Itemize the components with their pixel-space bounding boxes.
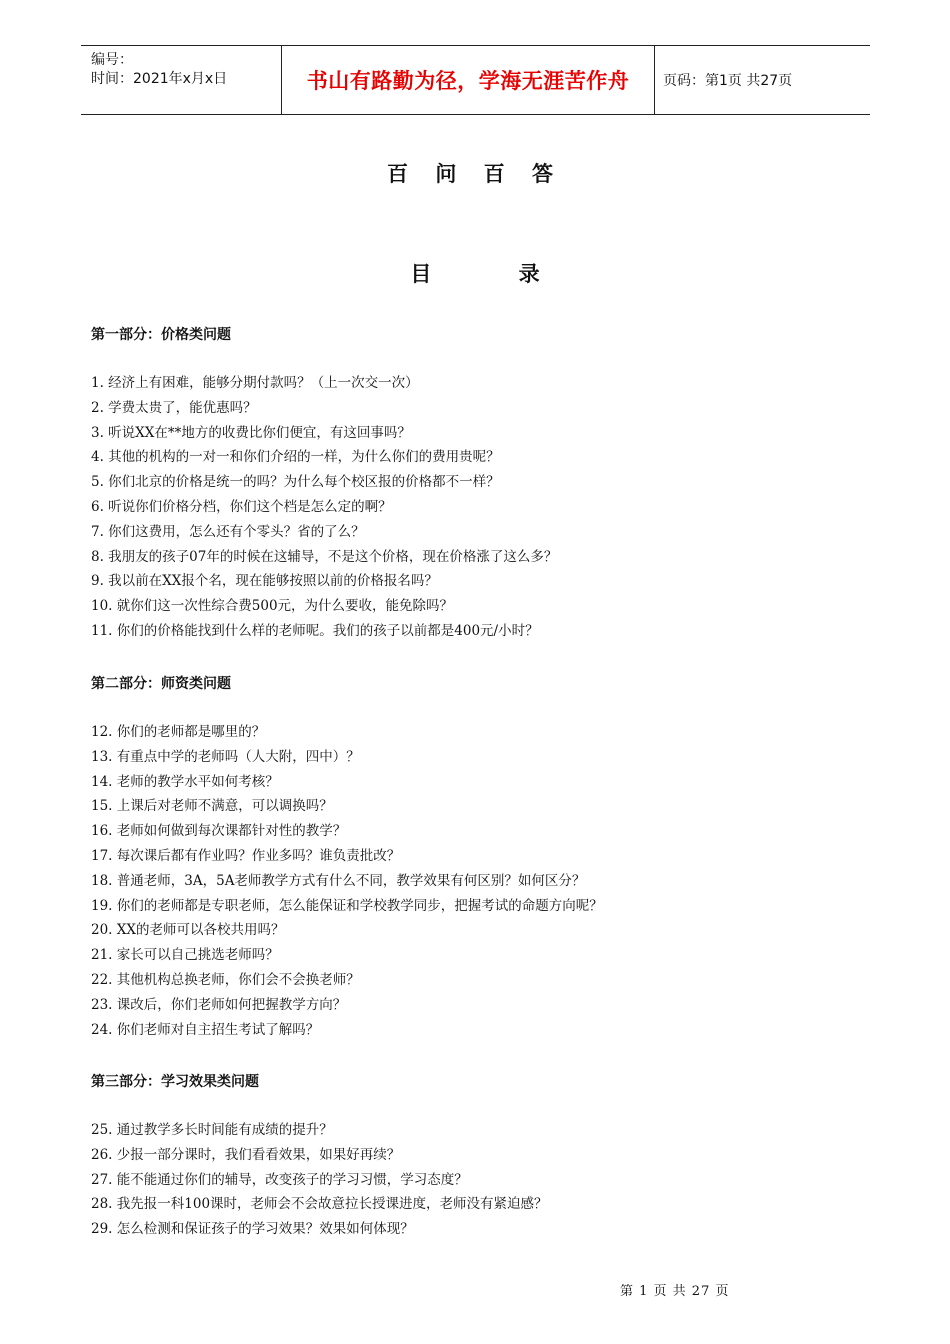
list-item: 9. 我以前在XX报个名，现在能够按照以前的价格报名吗？ bbox=[91, 573, 438, 590]
list-item: 25. 通过教学多长时间能有成绩的提升？ bbox=[91, 1122, 333, 1138]
list-item: 12. 你们的老师都是哪里的？ bbox=[91, 724, 266, 740]
list-item: 27. 能不能通过你们的辅导，改变孩子的学习习惯，学习态度？ bbox=[91, 1171, 468, 1188]
list-item: 21. 家长可以自己挑选老师吗？ bbox=[91, 947, 279, 964]
list-item: 7. 你们这费用，怎么还有个零头？省的了么？ bbox=[91, 523, 365, 540]
header-motto: 书山有路勤为径，学海无涯苦作舟 bbox=[306, 68, 630, 93]
time-label: 时间：2021年x月x日 bbox=[91, 71, 228, 87]
list-item: 6. 听说你们价格分档，你们这个档是怎么定的啊？ bbox=[91, 498, 392, 515]
list-item: 20. XX的老师可以各校共用吗？ bbox=[91, 922, 285, 939]
list-item: 15. 上课后对老师不满意，可以调换吗？ bbox=[91, 798, 333, 815]
list-item: 23. 课改后，你们老师如何把握教学方向？ bbox=[91, 996, 347, 1013]
list-item: 1. 经济上有困难，能够分期付款吗？（上一次交一次） bbox=[91, 375, 419, 391]
header-page-info: 页码：第1页 共27页 bbox=[663, 73, 793, 89]
list-item: 13. 有重点中学的老师吗（人大附，四中）？ bbox=[91, 748, 360, 765]
list-item: 26. 少报一部分课时，我们看看效果，如果好再续？ bbox=[91, 1146, 401, 1163]
list-item: 2. 学费太贵了，能优惠吗？ bbox=[91, 399, 257, 416]
section-heading-price: 第一部分：价格类问题 bbox=[91, 327, 231, 343]
list-item: 28. 我先报一科100课时，老师会不会故意拉长授课进度，老师没有紧迫感？ bbox=[91, 1196, 548, 1213]
header-divider bbox=[654, 46, 655, 114]
list-item: 24. 你们老师对自主招生考试了解吗？ bbox=[91, 1021, 320, 1038]
list-item: 4. 其他的机构的一对一和你们介绍的一样，为什么你们的费用贵呢？ bbox=[91, 449, 500, 466]
page-header bbox=[81, 45, 870, 115]
list-item: 3. 听说XX在**地方的收费比你们便宜，有这回事吗？ bbox=[91, 424, 411, 441]
question-list-results bbox=[91, 1118, 548, 1242]
list-item: 29. 怎么检测和保证孩子的学习效果？效果如何体现？ bbox=[91, 1221, 414, 1238]
list-item: 19. 你们的老师都是专职老师，怎么能保证和学校教学同步，把握考试的命题方向呢？ bbox=[91, 897, 603, 914]
toc-title: 目 录 bbox=[410, 261, 580, 286]
document-title: 百 问 百 答 bbox=[387, 161, 563, 186]
number-label: 编号： bbox=[91, 52, 133, 68]
list-item: 11. 你们的价格能找到什么样的老师呢。我们的孩子以前都是400元/小时？ bbox=[91, 622, 539, 639]
list-item: 18. 普通老师，3A，5A老师教学方式有什么不同，教学效果有何区别？如何区分？ bbox=[91, 872, 586, 889]
header-meta bbox=[81, 46, 281, 114]
list-item: 5. 你们北京的价格是统一的吗？为什么每个校区报的价格都不一样？ bbox=[91, 474, 500, 491]
question-list-price bbox=[91, 371, 557, 644]
section-heading-results: 第三部分：学习效果类问题 bbox=[91, 1074, 259, 1090]
list-item: 10. 就你们这一次性综合费500元，为什么要收，能免除吗？ bbox=[91, 598, 454, 615]
list-item: 22. 其他机构总换老师，你们会不会换老师？ bbox=[91, 971, 360, 988]
question-list-teachers bbox=[91, 720, 603, 1042]
list-item: 17. 每次课后都有作业吗？作业多吗？谁负责批改？ bbox=[91, 847, 401, 864]
list-item: 16. 老师如何做到每次课都针对性的教学？ bbox=[91, 823, 347, 840]
section-heading-teachers: 第二部分：师资类问题 bbox=[91, 676, 231, 692]
page-footer: 第 1 页 共 27 页 bbox=[620, 1284, 730, 1299]
list-item: 14. 老师的教学水平如何考核？ bbox=[91, 773, 279, 790]
list-item: 8. 我朋友的孩子07年的时候在这辅导，不是这个价格，现在价格涨了这么多？ bbox=[91, 548, 558, 565]
